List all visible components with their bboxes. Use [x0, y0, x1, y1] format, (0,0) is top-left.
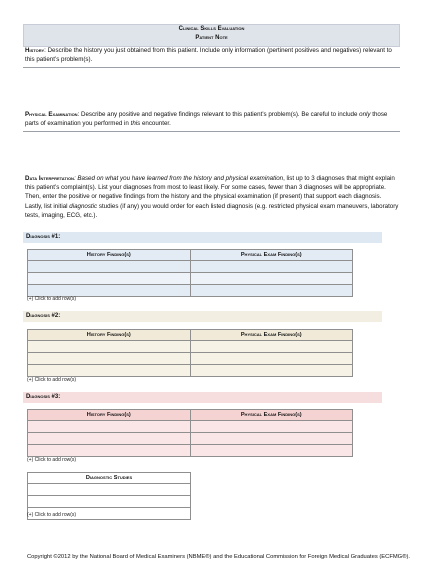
form-subtitle: Patient Note — [195, 35, 228, 41]
history-instructions — [25, 46, 400, 64]
history-findings-header: History Finding(s) — [28, 410, 191, 421]
table-cell[interactable] — [190, 261, 353, 273]
physical-exam-emphasis-this: this — [130, 120, 141, 128]
table-row[interactable] — [28, 341, 353, 353]
table-row[interactable] — [28, 285, 353, 297]
diagnosis-1-table — [27, 249, 353, 297]
physical-exam-entry-line[interactable] — [23, 131, 400, 132]
history-findings-header: History Finding(s) — [28, 330, 191, 341]
diagnosis-1-header[interactable]: Diagnosis #1: — [23, 232, 382, 243]
history-entry-line[interactable] — [23, 67, 400, 68]
data-interpretation-text-b: studies (if any) you would order for each listed diagnosis (e.g. restricted physical exam maneuvers, laboratory tests, imaging, ECG, etc.). — [25, 202, 399, 219]
physical-exam-instructions — [25, 110, 400, 128]
table-cell[interactable] — [190, 341, 353, 353]
table-row[interactable] — [28, 496, 191, 508]
data-interpretation-instructions — [25, 174, 400, 220]
table-cell[interactable] — [28, 433, 191, 445]
physical-exam-text-c: encounter. — [140, 120, 171, 128]
history-label: History — [25, 47, 45, 54]
table-cell[interactable] — [28, 285, 191, 297]
table-cell[interactable] — [28, 365, 191, 377]
table-cell[interactable] — [28, 421, 191, 433]
add-row-link-2[interactable]: (+) Click to add row(s) — [27, 377, 77, 383]
data-interpretation-emphasis: diagnostic — [69, 202, 98, 210]
table-cell[interactable] — [28, 261, 191, 273]
diagnosis-3-table — [27, 409, 353, 457]
history-findings-header: History Finding(s) — [28, 250, 191, 261]
data-interpretation-italic: : Based on what you have learned from the history and physical examination — [73, 175, 284, 182]
table-cell[interactable] — [190, 285, 353, 297]
table-cell[interactable] — [28, 445, 191, 457]
physical-exam-text: : Describe any positive and negative findings relevant to this patient’s problem(s). Be careful to include — [77, 111, 360, 118]
diagnosis-2-table — [27, 329, 353, 377]
physical-exam-findings-header: Physical Exam Finding(s) — [190, 330, 353, 341]
diagnostic-studies-header: Diagnostic Studies — [28, 473, 191, 484]
table-cell[interactable] — [190, 421, 353, 433]
table-row[interactable] — [28, 353, 353, 365]
add-row-link-1[interactable]: (+) Click to add row(s) — [27, 296, 77, 302]
table-cell[interactable] — [190, 433, 353, 445]
physical-exam-findings-header: Physical Exam Finding(s) — [190, 250, 353, 261]
table-row[interactable] — [28, 445, 353, 457]
add-row-link-3[interactable]: (+) Click to add row(s) — [27, 457, 77, 463]
data-interpretation-label: Data Interpretation — [25, 175, 74, 182]
table-row[interactable] — [28, 261, 353, 273]
physical-exam-text-b: those parts of examination you performed in — [25, 111, 388, 128]
diagnosis-3-header[interactable]: Diagnosis #3: — [23, 392, 382, 403]
table-cell[interactable] — [190, 273, 353, 285]
physical-exam-findings-header: Physical Exam Finding(s) — [190, 410, 353, 421]
title-box — [23, 24, 400, 47]
table-cell[interactable] — [190, 445, 353, 457]
data-interpretation-text: , list up to 3 diagnoses that might explain this patient’s complaint(s). List your diagnoses from most to least likely. For some cases, fewer than 3 diagnoses will be appropriate. Then, enter the positive or negative findings from the history and the physical examination (if present) that support each diagnosis. Lastly, list initial — [25, 175, 395, 210]
table-row[interactable] — [28, 273, 353, 285]
physical-exam-emphasis-only: only — [359, 111, 371, 118]
add-row-link-studies[interactable]: (+) Click to add row(s) — [27, 512, 77, 518]
table-cell[interactable] — [28, 484, 191, 496]
table-cell[interactable] — [190, 365, 353, 377]
table-cell[interactable] — [28, 341, 191, 353]
copyright-notice: Copyright ©2012 by the National Board of Medical Examiners (NBME®) and the Educational Commission for Foreign Medical Graduates (ECFMG®). — [27, 554, 411, 560]
history-text: : Describe the history you just obtained from this patient. Include only information (pertinent positives and negatives) relevant to this patient’s problem(s). — [25, 47, 392, 64]
physical-exam-label: Physical Examination — [25, 111, 78, 118]
table-cell[interactable] — [28, 353, 191, 365]
diagnosis-2-header[interactable]: Diagnosis #2: — [23, 311, 382, 322]
table-cell[interactable] — [28, 496, 191, 508]
table-row[interactable] — [28, 421, 353, 433]
table-row[interactable] — [28, 433, 353, 445]
form-title: Clinical Skills Evaluation — [178, 26, 245, 32]
table-row[interactable] — [28, 365, 353, 377]
table-cell[interactable] — [190, 353, 353, 365]
table-cell[interactable] — [28, 273, 191, 285]
table-row[interactable] — [28, 484, 191, 496]
